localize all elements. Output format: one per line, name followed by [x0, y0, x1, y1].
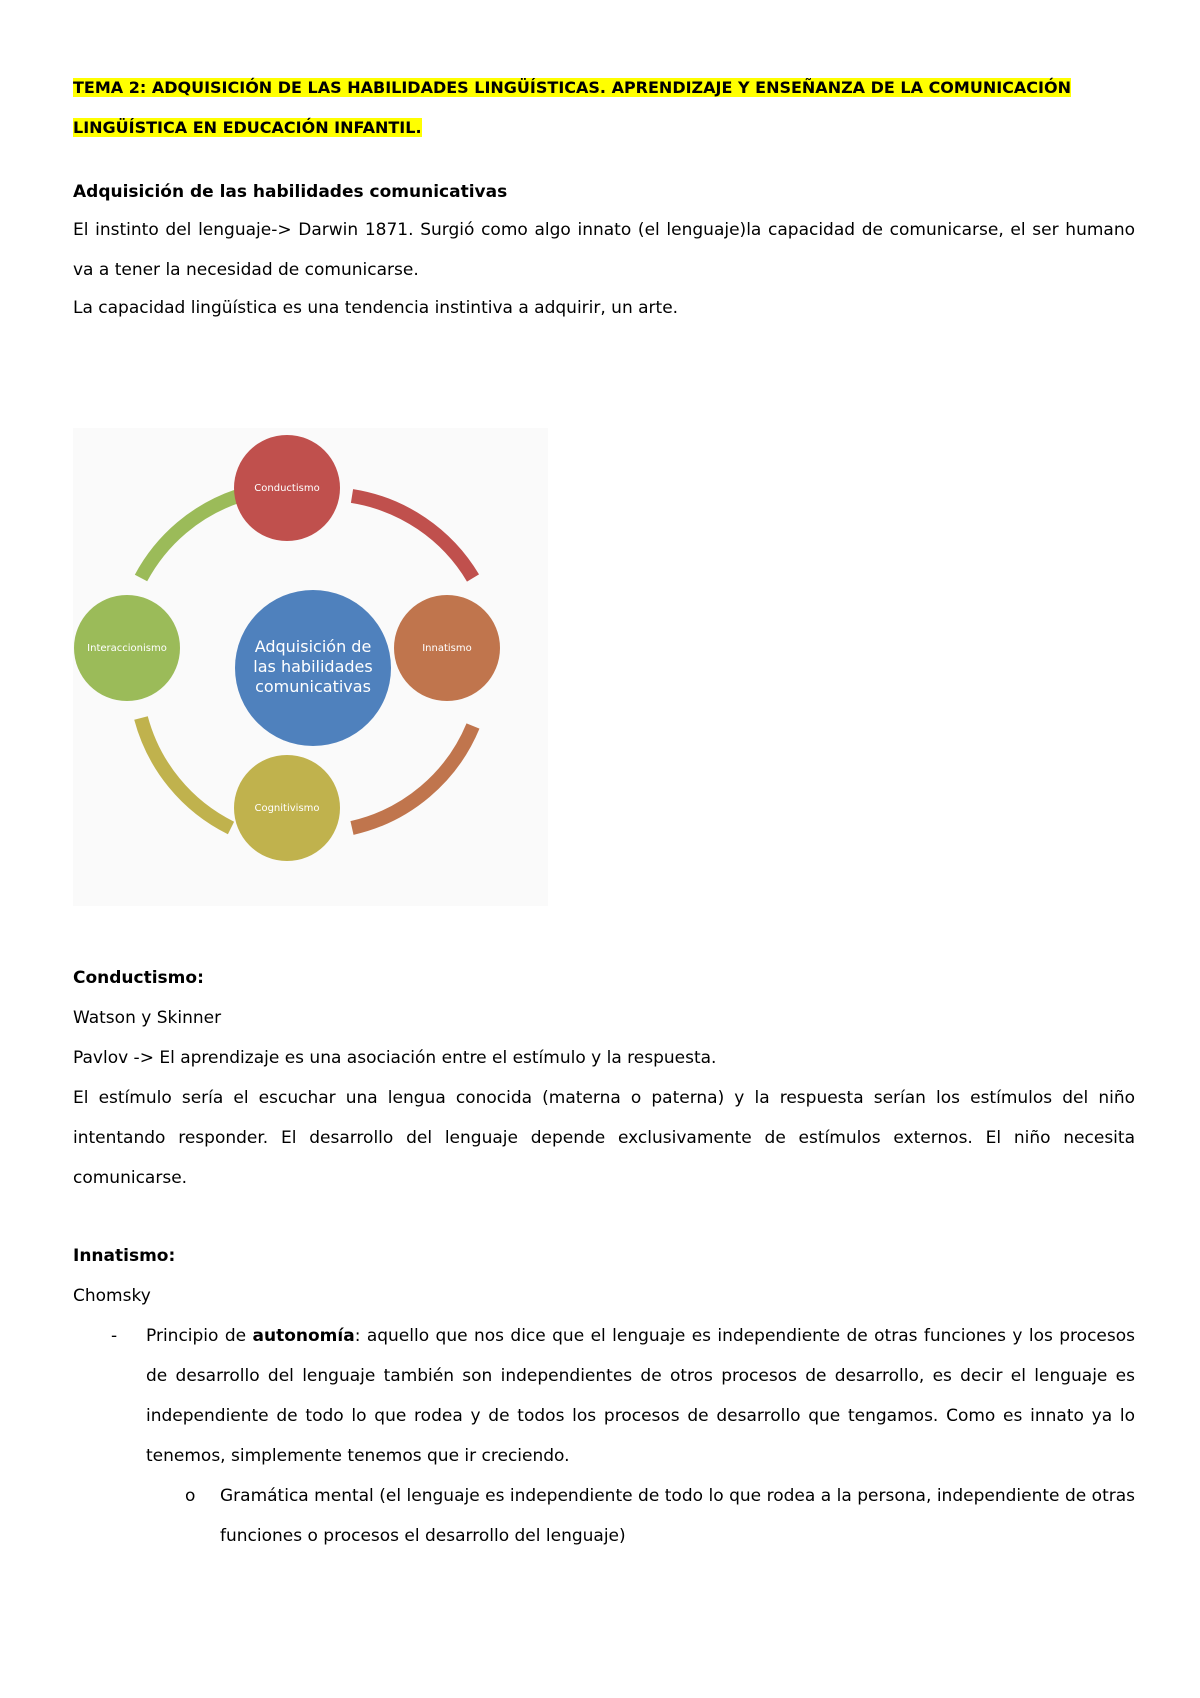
node-interaccionismo-label: Interaccionismo — [87, 643, 167, 654]
paragraph-capacidad: La capacidad lingüística es una tendencia instintiva a adquirir, un arte. — [73, 298, 679, 318]
subbullet-marker: o — [185, 1486, 196, 1506]
paragraph-instinto: El instinto del lenguaje-> Darwin 1871. Surgió como algo innato (el lenguaje)la capacidad de comunicarse, el ser humano va a tener la necesidad de comunicarse. — [73, 220, 1135, 280]
subbullet-gramatica: Gramática mental (el lenguaje es independiente de todo lo que rodea a la persona, independiente de otras funciones o procesos el desarrollo del lenguaje) — [220, 1486, 1135, 1546]
title-line-1: TEMA 2: ADQUISICIÓN DE LAS HABILIDADES LINGÜÍSTICAS. APRENDIZAJE Y ENSEÑANZA DE LA COMUNICACIÓN — [73, 78, 1071, 97]
center-label-line-3: comunicativas — [255, 677, 371, 696]
node-cognitivismo-label: Cognitivismo — [254, 803, 320, 814]
bullet-autonomia-prefix: Principio de — [146, 1326, 253, 1346]
conductismo-paragraph-estimulo: El estímulo sería el escuchar una lengua conocida (materna o paterna) y la respuesta serían los estímulos del niño intentando responder. El desarrollo del lenguaje depende exclusivamente de estímulos externos. El niño necesita comunicarse. — [73, 1088, 1135, 1188]
cycle-diagram — [73, 428, 548, 906]
conductismo-paragraph-pavlov: Pavlov -> El aprendizaje es una asociación entre el estímulo y la respuesta. — [73, 1048, 717, 1068]
innatismo-author: Chomsky — [73, 1286, 151, 1306]
conductismo-authors: Watson y Skinner — [73, 1008, 222, 1028]
center-label-line-1: Adquisición de — [254, 637, 372, 656]
bullet-marker-dash: - — [111, 1326, 118, 1346]
center-label-line-2: las habilidades — [253, 657, 373, 676]
page-title — [73, 68, 1135, 148]
section-heading-innatismo: Innatismo: — [73, 1246, 176, 1266]
bullet-autonomia — [146, 1316, 1135, 1476]
node-conductismo-label: Conductismo — [254, 483, 320, 494]
node-innatismo-label: Innatismo — [422, 643, 472, 654]
section-heading-conductismo: Conductismo: — [73, 968, 204, 988]
title-line-2: LINGÜÍSTICA EN EDUCACIÓN INFANTIL. — [73, 118, 422, 137]
bullet-autonomia-text: : aquello que nos dice que el lenguaje es independiente de otras funciones y los procesos de desarrollo del lenguaje también son independientes de otros procesos de desarrollo, es decir el lenguaje es independiente de todo lo que rodea y de todos los procesos de desarrollo que tengamos. Como es innato ya lo tenemos, simplemente tenemos que ir creciendo. — [146, 1326, 1135, 1466]
bullet-autonomia-term: autonomía — [252, 1326, 355, 1346]
section-heading-adquisicion: Adquisición de las habilidades comunicativas — [73, 182, 508, 202]
